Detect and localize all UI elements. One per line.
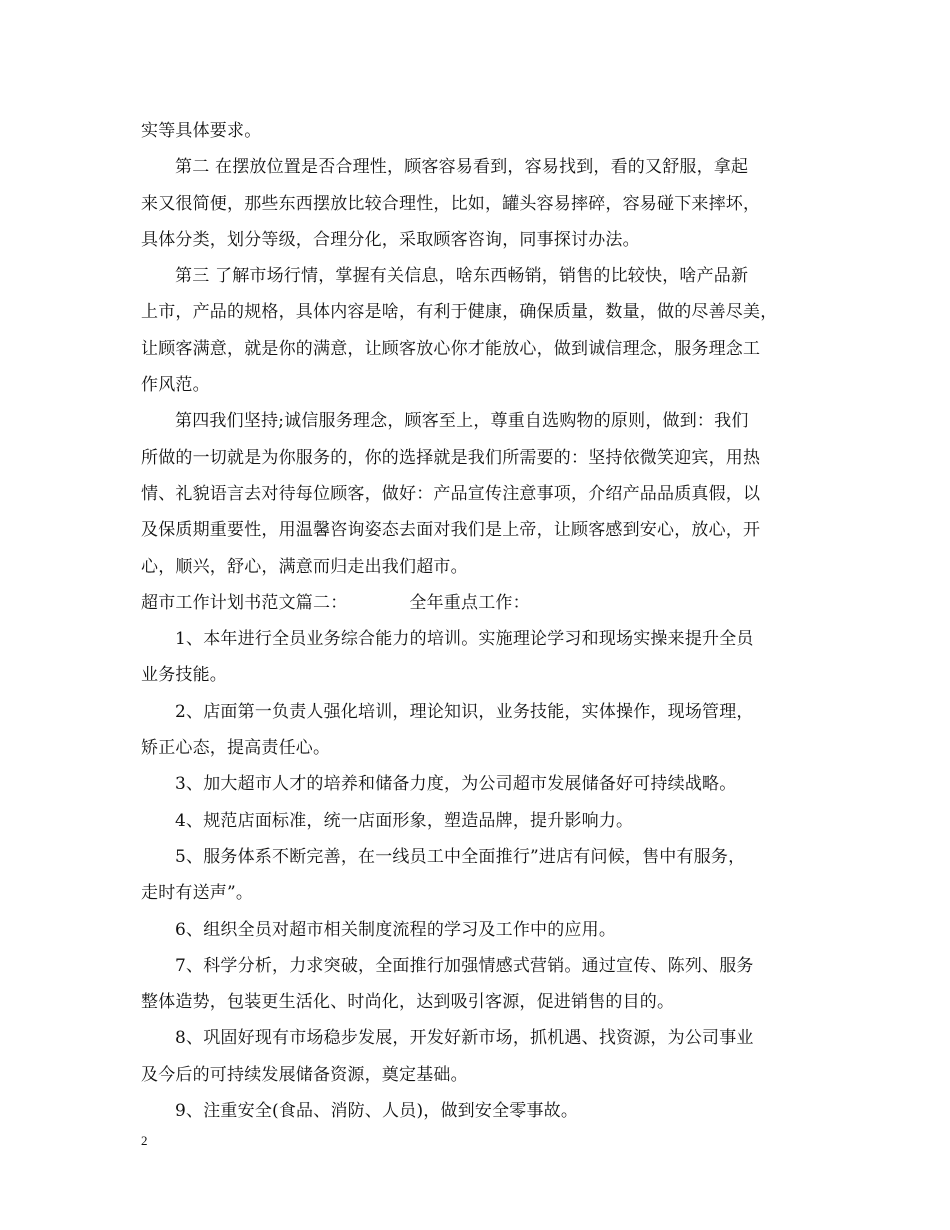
text-line: 作风范。 xyxy=(141,375,210,396)
list-item-line: 4、规范店面标准，统一店面形象，塑造品牌，提升影响力。 xyxy=(175,810,634,831)
text-line: 所做的一切就是为你服务的，你的选择就是我们所需要的：坚持依微笑迎宾，用热 xyxy=(141,447,761,468)
list-item-line: 走时有送声”。 xyxy=(141,883,254,904)
text-line: 心，顺兴，舒心，满意而归走出我们超市。 xyxy=(141,556,468,577)
section-heading-title: 超市工作计划书范文篇二： xyxy=(141,592,348,613)
list-item-line: 业务技能。 xyxy=(141,665,227,686)
list-item-line: 9、注重安全(食品、消防、人员)，做到安全零事故。 xyxy=(175,1101,579,1122)
list-item-line: 整体造势，包装更生活化、时尚化，达到吸引客源，促进销售的目的。 xyxy=(141,992,675,1013)
section-heading xyxy=(141,585,821,621)
list-item-line: 2、店面第一负责人强化培训，理论知识，业务技能，实体操作，现场管理， xyxy=(175,701,754,722)
text-line: 第二 在摆放位置是否合理性，顾客容易看到，容易找到，看的又舒服，拿起 xyxy=(175,157,749,178)
list-item-line: 矫正心态，提高责任心。 xyxy=(141,738,331,759)
page-number: 2 xyxy=(141,1133,148,1148)
text-line: 实等具体要求。 xyxy=(141,121,262,141)
text-line: 第四我们坚持;诚信服务理念，顾客至上，尊重自选购物的原则，做到：我们 xyxy=(175,411,749,432)
text-line: 情、礼貌语言去对待每位顾客，做好：产品宣传注意事项，介绍产品品质真假，以 xyxy=(141,483,761,504)
list-item-line: 3、加大超市人才的培养和储备力度，为公司超市发展储备好可持续战略。 xyxy=(175,774,737,795)
text-line: 第三 了解市场行情，掌握有关信息，啥东西畅销，销售的比较快，啥产品新 xyxy=(175,266,749,287)
text-line: 让顾客满意，就是你的满意，让顾客放心你才能放心，做到诚信理念，服务理念工 xyxy=(141,338,761,359)
list-item-line: 6、组织全员对超市相关制度流程的学习及工作中的应用。 xyxy=(175,919,617,940)
list-item-line: 5、服务体系不断完善，在一线员工中全面推行”进店有问候，售中有服务， xyxy=(175,846,746,867)
text-line: 上市，产品的规格，具体内容是啥，有利于健康，确保质量，数量，做的尽善尽美， xyxy=(141,302,778,323)
list-item-line: 8、巩固好现有市场稳步发展，开发好新市场，抓机遇、找资源，为公司事业 xyxy=(175,1028,754,1049)
list-item-line: 1、本年进行全员业务综合能力的培训。实施理论学习和现场实操来提升全员 xyxy=(175,629,754,650)
section-heading-subtitle: 全年重点工作： xyxy=(409,592,530,613)
text-line: 来又很简便，那些东西摆放比较合理性，比如，罐头容易摔碎，容易碰下来摔坏， xyxy=(141,193,761,214)
list-item-line: 及今后的可持续发展储备资源，奠定基础。 xyxy=(141,1064,468,1085)
text-line: 及保质期重要性，用温馨咨询姿态去面对我们是上帝，让顾客感到安心，放心，开 xyxy=(141,520,761,541)
list-item-line: 7、科学分析，力求突破，全面推行加强情感式营销。通过宣传、陈列、服务 xyxy=(175,955,754,976)
text-line: 具体分类，划分等级，合理分化，采取顾客咨询，同事探讨办法。 xyxy=(141,229,640,250)
document-body xyxy=(141,113,821,1129)
